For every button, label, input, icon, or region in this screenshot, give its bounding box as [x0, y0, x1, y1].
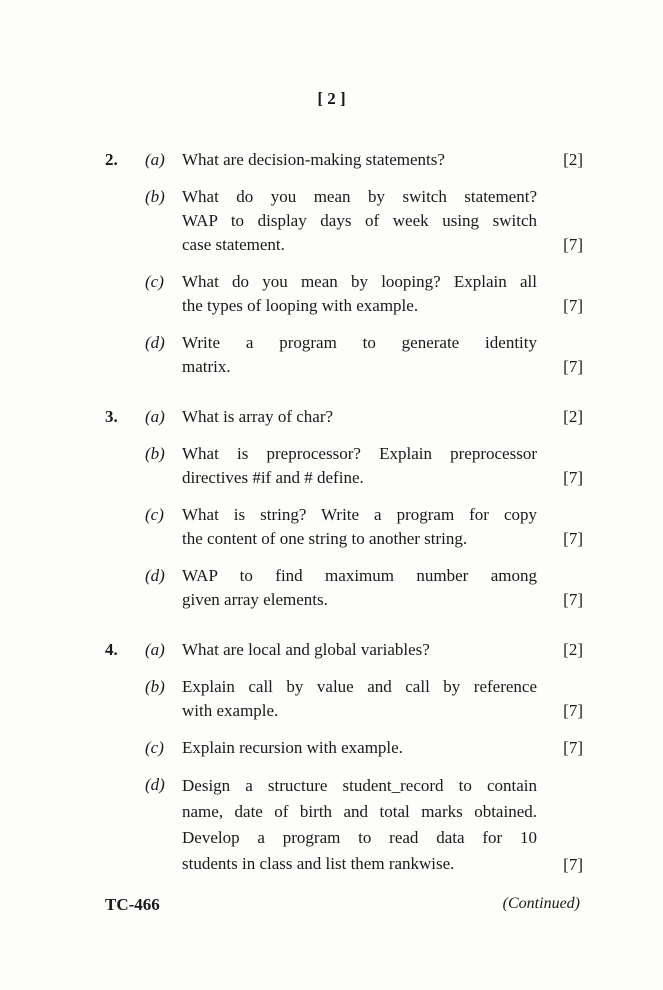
question-list — [0, 135, 663, 877]
part-letter: (b) — [145, 444, 165, 463]
question — [0, 638, 663, 877]
question-part — [0, 675, 663, 723]
marks: [2] — [563, 640, 583, 659]
marks: [2] — [563, 407, 583, 426]
part-letter: (d) — [145, 333, 165, 352]
marks: [7] — [563, 529, 583, 548]
question-text-line: What is string? Write a program for copy — [182, 505, 537, 524]
question-text-line: Write a program to generate identity — [182, 333, 537, 352]
marks: [7] — [563, 296, 583, 315]
part-letter: (a) — [145, 407, 165, 426]
part-letter: (b) — [145, 677, 165, 696]
marks: [7] — [563, 590, 583, 609]
question-part — [0, 270, 663, 318]
paper-code: TC-466 — [105, 895, 160, 914]
question-text-line: the content of one string to another string. — [182, 529, 468, 548]
marks: [2] — [563, 150, 583, 169]
marks: [7] — [563, 235, 583, 254]
question-text-line: matrix. — [182, 357, 231, 376]
question-part — [0, 442, 663, 490]
question-text-line: name, date of birth and total marks obtained. — [182, 802, 537, 821]
part-letter: (a) — [145, 150, 165, 169]
question-text-line: What are decision-making statements? — [182, 150, 445, 169]
question-text-line: What is preprocessor? Explain preprocessor — [182, 444, 537, 463]
question-number: 2. — [105, 150, 118, 169]
question-text-line: WAP to find maximum number among — [182, 566, 537, 585]
question-text-line: What do you mean by switch statement? — [182, 187, 537, 206]
question-text-line: with example. — [182, 701, 279, 720]
marks: [7] — [563, 357, 583, 376]
question-text-line: WAP to display days of week using switch — [182, 211, 537, 230]
question — [0, 405, 663, 612]
question-part — [0, 503, 663, 551]
part-letter: (d) — [145, 566, 165, 585]
question-number: 3. — [105, 407, 118, 426]
question-text-line: directives #if and # define. — [182, 468, 364, 487]
question-text-line: Explain call by value and call by reference — [182, 677, 537, 696]
marks: [7] — [563, 855, 583, 874]
question — [0, 148, 663, 379]
continued-label: (Continued) — [502, 895, 580, 912]
question-text-line: What is array of char? — [182, 407, 334, 426]
part-letter: (a) — [145, 640, 165, 659]
question-text-line: What do you mean by looping? Explain all — [182, 272, 537, 291]
question-text-line: the types of looping with example. — [182, 296, 419, 315]
page-number: [ 2 ] — [317, 89, 346, 108]
question-part — [0, 331, 663, 379]
question-part — [0, 405, 663, 429]
question-part — [0, 736, 663, 760]
question-text-line: Design a structure student_record to contain — [182, 776, 537, 795]
part-letter: (c) — [145, 738, 164, 757]
marks: [7] — [563, 738, 583, 757]
question-part — [0, 564, 663, 612]
marks: [7] — [563, 701, 583, 720]
marks: [7] — [563, 468, 583, 487]
part-letter: (d) — [145, 775, 165, 794]
question-text-line: given array elements. — [182, 590, 328, 609]
question-number: 4. — [105, 640, 118, 659]
question-part — [0, 185, 663, 257]
part-letter: (b) — [145, 187, 165, 206]
part-letter: (c) — [145, 505, 164, 524]
question-text-line: students in class and list them rankwise. — [182, 854, 455, 873]
question-text-line: Explain recursion with example. — [182, 738, 403, 757]
question-text-line: Develop a program to read data for 10 — [182, 828, 537, 847]
question-part — [0, 638, 663, 662]
question-part — [0, 148, 663, 172]
part-letter: (c) — [145, 272, 164, 291]
question-part — [0, 773, 663, 877]
question-text-line: case statement. — [182, 235, 285, 254]
question-text-line: What are local and global variables? — [182, 640, 430, 659]
